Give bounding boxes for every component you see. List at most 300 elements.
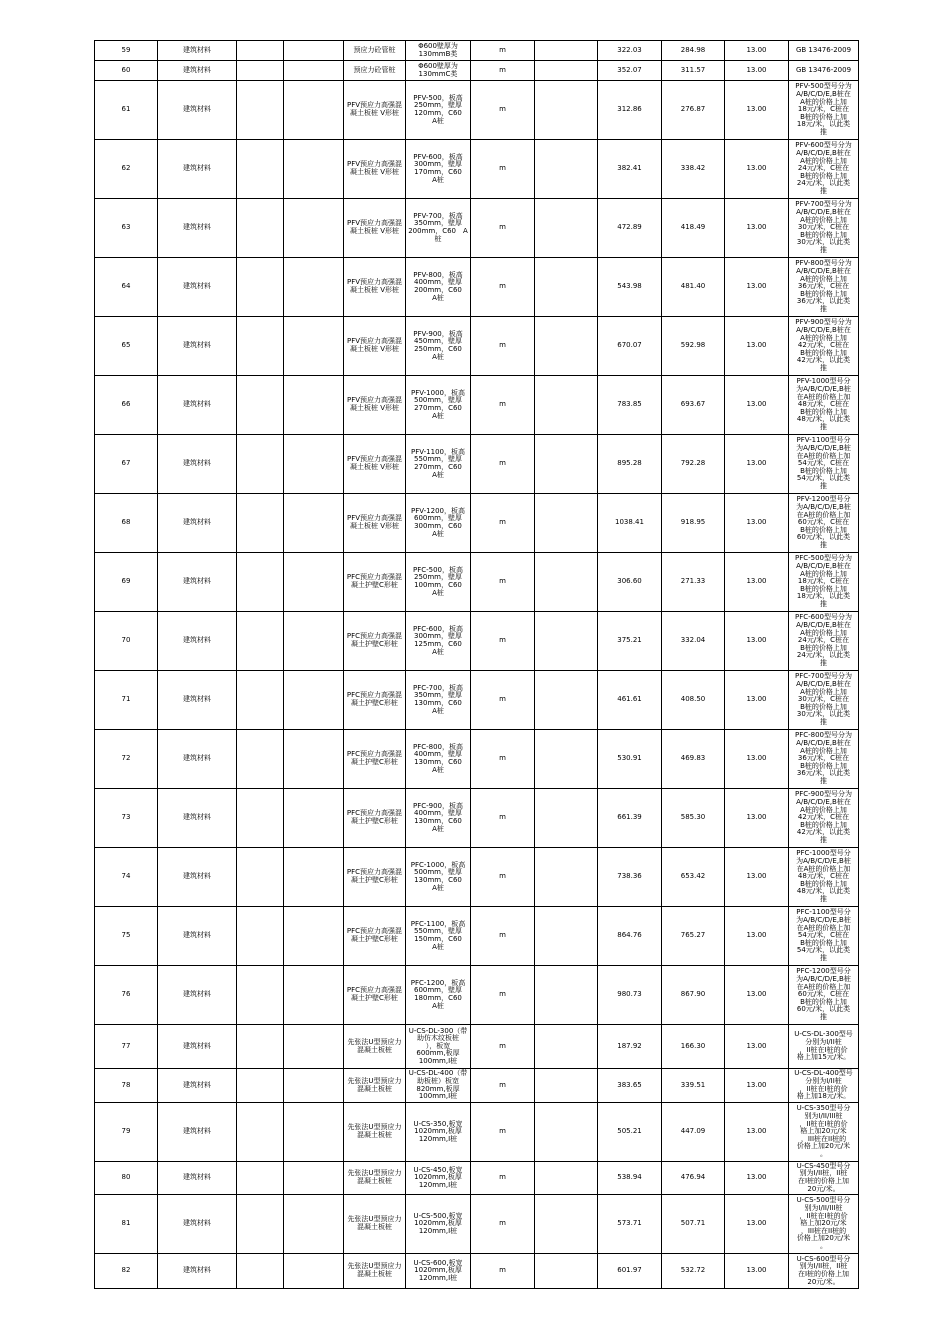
cell-specification: U-CS-350,板宽 1020mm,板厚 120mm,I桩 <box>406 1103 471 1162</box>
cell-tax-rate: 13.00 <box>725 1025 789 1069</box>
cell-empty <box>284 199 344 258</box>
cell-specification: PFV-900，板高 450mm，壁厚 250mm，C60 A桩 <box>406 317 471 376</box>
cell-empty <box>284 1162 344 1195</box>
table-row <box>95 671 859 730</box>
cell-price-without-tax: 918.95 <box>662 494 725 553</box>
cell-price-with-tax: 505.21 <box>598 1103 662 1162</box>
cell-category: 建筑材料 <box>158 435 237 494</box>
cell-material-name: PFC预应力高强混凝土护壁C形桩 <box>344 730 406 789</box>
table-row <box>95 612 859 671</box>
cell-empty <box>237 612 284 671</box>
cell-row-number: 60 <box>95 61 158 81</box>
cell-note: PFC-900型号分为 A/B/C/D/E,B桩在 A桩的价格上加 42元/米，C桩在 B桩的价格上加 42元/米，以此类 推 <box>789 789 859 848</box>
cell-price-without-tax: 476.94 <box>662 1162 725 1195</box>
cell-empty <box>237 199 284 258</box>
cell-empty <box>535 199 598 258</box>
cell-row-number: 77 <box>95 1025 158 1069</box>
cell-price-without-tax: 507.71 <box>662 1195 725 1254</box>
cell-tax-rate: 13.00 <box>725 1103 789 1162</box>
cell-price-with-tax: 306.60 <box>598 553 662 612</box>
cell-tax-rate: 13.00 <box>725 730 789 789</box>
cell-unit: m <box>471 907 535 966</box>
cell-material-name: PFV预应力高强混凝土板桩 V形桩 <box>344 140 406 199</box>
cell-tax-rate: 13.00 <box>725 317 789 376</box>
cell-empty <box>284 1069 344 1103</box>
cell-price-with-tax: 382.41 <box>598 140 662 199</box>
cell-row-number: 64 <box>95 258 158 317</box>
cell-empty <box>284 41 344 61</box>
cell-tax-rate: 13.00 <box>725 1162 789 1195</box>
cell-note: PFC-600型号分为 A/B/C/D/E,B桩在 A桩的价格上加 24元/米，C桩在 B桩的价格上加 24元/米，以此类 推 <box>789 612 859 671</box>
cell-specification: PFV-1000，板高 500mm，壁厚 270mm，C60 A桩 <box>406 376 471 435</box>
cell-empty <box>535 1103 598 1162</box>
cell-row-number: 72 <box>95 730 158 789</box>
cell-note: U-CS-DL-400型号 分别为I/II桩 ，II桩在I桩的价 格上加18元/米。 <box>789 1069 859 1103</box>
cell-category: 建筑材料 <box>158 1025 237 1069</box>
cell-price-with-tax: 383.65 <box>598 1069 662 1103</box>
cell-category: 建筑材料 <box>158 1162 237 1195</box>
cell-unit: m <box>471 41 535 61</box>
cell-empty <box>535 258 598 317</box>
cell-empty <box>284 494 344 553</box>
cell-empty <box>535 553 598 612</box>
table-row <box>95 1025 859 1069</box>
cell-empty <box>284 671 344 730</box>
cell-material-name: 先张法U型预应力混凝土板桩 <box>344 1025 406 1069</box>
cell-material-name: 预应力砼管桩 <box>344 41 406 61</box>
cell-tax-rate: 13.00 <box>725 789 789 848</box>
cell-empty <box>535 41 598 61</box>
cell-tax-rate: 13.00 <box>725 1254 789 1289</box>
cell-specification: PFV-1100，板高 550mm，壁厚 270mm，C60 A桩 <box>406 435 471 494</box>
cell-material-name: PFC预应力高强混凝土护壁C形桩 <box>344 671 406 730</box>
cell-material-name: 先张法U型预应力混凝土板桩 <box>344 1103 406 1162</box>
cell-material-name: 先张法U型预应力混凝土板桩 <box>344 1195 406 1254</box>
cell-empty <box>535 789 598 848</box>
cell-empty <box>535 671 598 730</box>
cell-tax-rate: 13.00 <box>725 966 789 1025</box>
cell-empty <box>237 907 284 966</box>
cell-specification: PFV-800，板高 400mm，壁厚 200mm，C60 A桩 <box>406 258 471 317</box>
cell-price-without-tax: 481.40 <box>662 258 725 317</box>
cell-unit: m <box>471 376 535 435</box>
cell-category: 建筑材料 <box>158 789 237 848</box>
cell-empty <box>284 81 344 140</box>
cell-category: 建筑材料 <box>158 1254 237 1289</box>
price-table <box>94 40 859 1289</box>
cell-empty <box>284 730 344 789</box>
cell-price-with-tax: 352.07 <box>598 61 662 81</box>
cell-price-without-tax: 284.98 <box>662 41 725 61</box>
cell-category: 建筑材料 <box>158 258 237 317</box>
cell-empty <box>535 1195 598 1254</box>
cell-price-without-tax: 693.67 <box>662 376 725 435</box>
cell-empty <box>284 1254 344 1289</box>
cell-note: PFV-1000型号分 为A/B/C/D/E,B桩 在A桩的价格上加 48元/米，C桩在 B桩的价格上加 48元/米，以此类 推 <box>789 376 859 435</box>
cell-price-without-tax: 339.51 <box>662 1069 725 1103</box>
cell-price-with-tax: 375.21 <box>598 612 662 671</box>
cell-unit: m <box>471 258 535 317</box>
cell-price-with-tax: 783.85 <box>598 376 662 435</box>
cell-price-without-tax: 867.90 <box>662 966 725 1025</box>
cell-category: 建筑材料 <box>158 199 237 258</box>
cell-unit: m <box>471 435 535 494</box>
cell-unit: m <box>471 848 535 907</box>
cell-material-name: PFV预应力高强混凝土板桩 V形桩 <box>344 81 406 140</box>
table-row <box>95 789 859 848</box>
cell-material-name: PFV预应力高强混凝土板桩 V形桩 <box>344 435 406 494</box>
cell-category: 建筑材料 <box>158 1195 237 1254</box>
cell-empty <box>284 376 344 435</box>
table-row <box>95 435 859 494</box>
cell-note: GB 13476-2009 <box>789 61 859 81</box>
cell-empty <box>284 1195 344 1254</box>
cell-price-without-tax: 585.30 <box>662 789 725 848</box>
cell-tax-rate: 13.00 <box>725 1069 789 1103</box>
cell-tax-rate: 13.00 <box>725 199 789 258</box>
cell-empty <box>237 966 284 1025</box>
cell-specification: PFV-700，板高 350mm，壁厚 200mm，C60 A桩 <box>406 199 471 258</box>
cell-empty <box>535 61 598 81</box>
cell-empty <box>535 1254 598 1289</box>
table-row <box>95 494 859 553</box>
cell-specification: PFC-1200，板高 600mm，壁厚 180mm，C60 A桩 <box>406 966 471 1025</box>
cell-tax-rate: 13.00 <box>725 61 789 81</box>
cell-empty <box>284 258 344 317</box>
cell-price-without-tax: 469.83 <box>662 730 725 789</box>
cell-specification: U-CS-DL-400（带 助板桩）板宽 820mm,板厚 100mm,I桩 <box>406 1069 471 1103</box>
cell-unit: m <box>471 1025 535 1069</box>
cell-empty <box>535 1162 598 1195</box>
cell-category: 建筑材料 <box>158 317 237 376</box>
cell-category: 建筑材料 <box>158 907 237 966</box>
table-row <box>95 376 859 435</box>
cell-empty <box>237 848 284 907</box>
cell-material-name: PFC预应力高强混凝土护壁C形桩 <box>344 907 406 966</box>
cell-empty <box>535 317 598 376</box>
cell-empty <box>535 612 598 671</box>
table-row <box>95 1195 859 1254</box>
cell-empty <box>284 789 344 848</box>
cell-note: GB 13476-2009 <box>789 41 859 61</box>
cell-empty <box>535 81 598 140</box>
cell-unit: m <box>471 1162 535 1195</box>
cell-price-with-tax: 530.91 <box>598 730 662 789</box>
cell-row-number: 68 <box>95 494 158 553</box>
cell-empty <box>237 258 284 317</box>
cell-tax-rate: 13.00 <box>725 376 789 435</box>
table-row <box>95 907 859 966</box>
cell-note: PFV-500型号分为 A/B/C/D/E,B桩在 A桩的价格上加 18元/米，C桩在 B桩的价格上加 18元/米，以此类 推 <box>789 81 859 140</box>
cell-price-with-tax: 573.71 <box>598 1195 662 1254</box>
cell-price-without-tax: 311.57 <box>662 61 725 81</box>
cell-price-without-tax: 592.98 <box>662 317 725 376</box>
cell-empty <box>237 730 284 789</box>
cell-empty <box>284 1025 344 1069</box>
cell-price-with-tax: 738.36 <box>598 848 662 907</box>
cell-note: U-CS-450型号分 别为I/II桩，II桩 在I桩的价格上加 20元/米。 <box>789 1162 859 1195</box>
cell-tax-rate: 13.00 <box>725 612 789 671</box>
table-row <box>95 317 859 376</box>
cell-empty <box>535 848 598 907</box>
cell-empty <box>237 1025 284 1069</box>
cell-material-name: 先张法U型预应力混凝土板桩 <box>344 1069 406 1103</box>
cell-material-name: PFC预应力高强混凝土护壁C形桩 <box>344 848 406 907</box>
cell-unit: m <box>471 730 535 789</box>
cell-tax-rate: 13.00 <box>725 1195 789 1254</box>
cell-row-number: 79 <box>95 1103 158 1162</box>
table-row <box>95 1254 859 1289</box>
cell-unit: m <box>471 1103 535 1162</box>
cell-empty <box>284 435 344 494</box>
cell-empty <box>284 61 344 81</box>
cell-empty <box>284 848 344 907</box>
cell-row-number: 75 <box>95 907 158 966</box>
cell-price-with-tax: 670.07 <box>598 317 662 376</box>
cell-price-without-tax: 271.33 <box>662 553 725 612</box>
cell-empty <box>237 789 284 848</box>
cell-note: PFV-900型号分为 A/B/C/D/E,B桩在 A桩的价格上加 42元/米，C桩在 B桩的价格上加 42元/米，以此类 推 <box>789 317 859 376</box>
cell-unit: m <box>471 317 535 376</box>
table-row <box>95 553 859 612</box>
cell-empty <box>284 907 344 966</box>
cell-row-number: 76 <box>95 966 158 1025</box>
cell-specification: PFV-600，板高 300mm，壁厚 170mm，C60 A桩 <box>406 140 471 199</box>
cell-note: U-CS-350型号分 别为I/II/III桩 ，II桩在I桩的价 格上加20元/米 ，III桩在II桩的 价格上加20元/米 。 <box>789 1103 859 1162</box>
cell-unit: m <box>471 1069 535 1103</box>
cell-unit: m <box>471 1195 535 1254</box>
cell-price-with-tax: 543.98 <box>598 258 662 317</box>
cell-empty <box>237 494 284 553</box>
cell-specification: PFC-800，板高 400mm，壁厚 130mm，C60 A桩 <box>406 730 471 789</box>
cell-price-with-tax: 187.92 <box>598 1025 662 1069</box>
cell-empty <box>284 140 344 199</box>
table-row <box>95 1103 859 1162</box>
cell-price-with-tax: 472.89 <box>598 199 662 258</box>
cell-row-number: 82 <box>95 1254 158 1289</box>
cell-tax-rate: 13.00 <box>725 435 789 494</box>
table-row <box>95 61 859 81</box>
cell-note: PFC-1200型号分 为A/B/C/D/E,B桩 在A桩的价格上加 60元/米，C桩在 B桩的价格上加 60元/米，以此类 推 <box>789 966 859 1025</box>
cell-unit: m <box>471 671 535 730</box>
cell-price-without-tax: 276.87 <box>662 81 725 140</box>
cell-category: 建筑材料 <box>158 81 237 140</box>
cell-material-name: 先张法U型预应力混凝土板桩 <box>344 1162 406 1195</box>
cell-specification: PFC-1000，板高 500mm，壁厚 130mm，C60 A桩 <box>406 848 471 907</box>
cell-empty <box>237 1162 284 1195</box>
cell-empty <box>535 1069 598 1103</box>
table-row <box>95 41 859 61</box>
cell-category: 建筑材料 <box>158 1069 237 1103</box>
cell-empty <box>237 1195 284 1254</box>
cell-unit: m <box>471 81 535 140</box>
cell-price-without-tax: 332.04 <box>662 612 725 671</box>
cell-category: 建筑材料 <box>158 376 237 435</box>
cell-note: U-CS-600型号分 别为I/II桩，II桩 在I桩的价格上加 20元/米。 <box>789 1254 859 1289</box>
cell-unit: m <box>471 612 535 671</box>
cell-empty <box>237 41 284 61</box>
cell-category: 建筑材料 <box>158 140 237 199</box>
cell-material-name: PFV预应力高强混凝土板桩 V形桩 <box>344 494 406 553</box>
cell-empty <box>284 553 344 612</box>
cell-row-number: 71 <box>95 671 158 730</box>
cell-material-name: PFC预应力高强混凝土护壁C形桩 <box>344 612 406 671</box>
cell-material-name: PFV预应力高强混凝土板桩 V形桩 <box>344 258 406 317</box>
cell-specification: PFC-500，板高 250mm，壁厚 100mm，C60 A桩 <box>406 553 471 612</box>
cell-row-number: 70 <box>95 612 158 671</box>
cell-row-number: 61 <box>95 81 158 140</box>
cell-empty <box>237 553 284 612</box>
cell-note: PFC-1000型号分 为A/B/C/D/E,B桩 在A桩的价格上加 48元/米，C桩在 B桩的价格上加 48元/米，以此类 推 <box>789 848 859 907</box>
cell-empty <box>237 81 284 140</box>
cell-price-without-tax: 338.42 <box>662 140 725 199</box>
cell-empty <box>237 61 284 81</box>
cell-note: PFC-700型号分为 A/B/C/D/E,B桩在 A桩的价格上加 30元/米，C桩在 B桩的价格上加 30元/米，以此类 推 <box>789 671 859 730</box>
cell-empty <box>284 966 344 1025</box>
cell-price-with-tax: 661.39 <box>598 789 662 848</box>
cell-tax-rate: 13.00 <box>725 671 789 730</box>
cell-price-with-tax: 895.28 <box>598 435 662 494</box>
cell-note: PFC-800型号分为 A/B/C/D/E,B桩在 A桩的价格上加 36元/米，C桩在 B桩的价格上加 36元/米，以此类 推 <box>789 730 859 789</box>
cell-empty <box>284 317 344 376</box>
cell-empty <box>535 140 598 199</box>
cell-note: PFV-600型号分为 A/B/C/D/E,B桩在 A桩的价格上加 24元/米，C桩在 B桩的价格上加 24元/米，以此类 推 <box>789 140 859 199</box>
cell-specification: PFC-700，板高 350mm，壁厚 130mm，C60 A桩 <box>406 671 471 730</box>
cell-unit: m <box>471 61 535 81</box>
cell-unit: m <box>471 553 535 612</box>
cell-category: 建筑材料 <box>158 553 237 612</box>
cell-tax-rate: 13.00 <box>725 140 789 199</box>
cell-empty <box>237 317 284 376</box>
cell-row-number: 66 <box>95 376 158 435</box>
cell-price-without-tax: 653.42 <box>662 848 725 907</box>
cell-empty <box>237 435 284 494</box>
cell-specification: U-CS-600,板宽 1020mm,板厚 120mm,I桩 <box>406 1254 471 1289</box>
cell-price-without-tax: 765.27 <box>662 907 725 966</box>
cell-price-with-tax: 461.61 <box>598 671 662 730</box>
cell-tax-rate: 13.00 <box>725 81 789 140</box>
cell-row-number: 74 <box>95 848 158 907</box>
cell-note: U-CS-DL-300型号 分别为I/II桩 ，II桩在I桩的价 格上加15元/米。 <box>789 1025 859 1069</box>
cell-category: 建筑材料 <box>158 848 237 907</box>
table-row <box>95 1069 859 1103</box>
cell-row-number: 63 <box>95 199 158 258</box>
table-row <box>95 1162 859 1195</box>
cell-note: PFV-1200型号分 为A/B/C/D/E,B桩 在A桩的价格上加 60元/米，C桩在 B桩的价格上加 60元/米，以此类 推 <box>789 494 859 553</box>
cell-note: U-CS-500型号分 别为I/II/III桩 ，II桩在I桩的价 格上加20元/米 ，III桩在II桩的 价格上加20元/米 。 <box>789 1195 859 1254</box>
cell-row-number: 81 <box>95 1195 158 1254</box>
cell-empty <box>237 1254 284 1289</box>
cell-empty <box>237 1069 284 1103</box>
cell-empty <box>535 435 598 494</box>
table-row <box>95 140 859 199</box>
cell-tax-rate: 13.00 <box>725 41 789 61</box>
cell-row-number: 69 <box>95 553 158 612</box>
cell-empty <box>237 140 284 199</box>
cell-row-number: 73 <box>95 789 158 848</box>
cell-price-without-tax: 166.30 <box>662 1025 725 1069</box>
cell-material-name: PFC预应力高强混凝土护壁C形桩 <box>344 789 406 848</box>
cell-empty <box>237 1103 284 1162</box>
cell-price-without-tax: 418.49 <box>662 199 725 258</box>
cell-category: 建筑材料 <box>158 41 237 61</box>
cell-category: 建筑材料 <box>158 61 237 81</box>
cell-specification: U-CS-500,板宽 1020mm,板厚 120mm,I桩 <box>406 1195 471 1254</box>
cell-row-number: 78 <box>95 1069 158 1103</box>
cell-row-number: 65 <box>95 317 158 376</box>
cell-tax-rate: 13.00 <box>725 553 789 612</box>
cell-category: 建筑材料 <box>158 1103 237 1162</box>
cell-category: 建筑材料 <box>158 671 237 730</box>
cell-unit: m <box>471 1254 535 1289</box>
table-row <box>95 81 859 140</box>
cell-tax-rate: 13.00 <box>725 494 789 553</box>
cell-empty <box>535 966 598 1025</box>
cell-category: 建筑材料 <box>158 494 237 553</box>
cell-unit: m <box>471 494 535 553</box>
cell-row-number: 67 <box>95 435 158 494</box>
table-body <box>95 41 859 1289</box>
cell-row-number: 59 <box>95 41 158 61</box>
cell-material-name: 预应力砼管桩 <box>344 61 406 81</box>
cell-specification: Φ600壁厚为 130mmC类 <box>406 61 471 81</box>
cell-note: PFV-700型号分为 A/B/C/D/E,B桩在 A桩的价格上加 30元/米，C桩在 B桩的价格上加 30元/米，以此类 推 <box>789 199 859 258</box>
cell-material-name: PFC预应力高强混凝土护壁C形桩 <box>344 553 406 612</box>
cell-specification: PFV-500，板高 250mm，壁厚 120mm，C60 A桩 <box>406 81 471 140</box>
cell-note: PFV-800型号分为 A/B/C/D/E,B桩在 A桩的价格上加 36元/米，C桩在 B桩的价格上加 36元/米，以此类 推 <box>789 258 859 317</box>
cell-unit: m <box>471 966 535 1025</box>
cell-price-with-tax: 312.86 <box>598 81 662 140</box>
cell-empty <box>535 494 598 553</box>
table-row <box>95 966 859 1025</box>
table-row <box>95 730 859 789</box>
cell-material-name: PFV预应力高强混凝土板桩 V形桩 <box>344 376 406 435</box>
cell-category: 建筑材料 <box>158 612 237 671</box>
cell-specification: PFC-1100，板高 550mm，壁厚 150mm，C60 A桩 <box>406 907 471 966</box>
cell-price-with-tax: 1038.41 <box>598 494 662 553</box>
cell-empty <box>284 1103 344 1162</box>
cell-price-with-tax: 980.73 <box>598 966 662 1025</box>
cell-note: PFC-500型号分为 A/B/C/D/E,B桩在 A桩的价格上加 18元/米，C桩在 B桩的价格上加 18元/米，以此类 推 <box>789 553 859 612</box>
cell-empty <box>535 907 598 966</box>
cell-row-number: 62 <box>95 140 158 199</box>
cell-specification: PFC-600，板高 300mm，壁厚 125mm，C60 A桩 <box>406 612 471 671</box>
cell-unit: m <box>471 140 535 199</box>
cell-empty <box>535 376 598 435</box>
cell-empty <box>237 671 284 730</box>
cell-note: PFV-1100型号分 为A/B/C/D/E,B桩 在A桩的价格上加 54元/米，C桩在 B桩的价格上加 54元/米，以此类 推 <box>789 435 859 494</box>
cell-tax-rate: 13.00 <box>725 907 789 966</box>
cell-price-without-tax: 447.09 <box>662 1103 725 1162</box>
table-row <box>95 258 859 317</box>
cell-specification: U-CS-450,板宽 1020mm,板厚 120mm,I桩 <box>406 1162 471 1195</box>
cell-specification: U-CS-DL-300（带 助仿木纹板桩 ），板宽 600mm,板厚 100mm,I桩 <box>406 1025 471 1069</box>
cell-empty <box>535 1025 598 1069</box>
cell-row-number: 80 <box>95 1162 158 1195</box>
cell-price-without-tax: 792.28 <box>662 435 725 494</box>
cell-unit: m <box>471 789 535 848</box>
cell-tax-rate: 13.00 <box>725 848 789 907</box>
cell-price-without-tax: 532.72 <box>662 1254 725 1289</box>
cell-specification: PFV-1200，板高 600mm，壁厚 300mm，C60 A桩 <box>406 494 471 553</box>
cell-empty <box>237 376 284 435</box>
cell-price-with-tax: 864.76 <box>598 907 662 966</box>
cell-tax-rate: 13.00 <box>725 258 789 317</box>
cell-material-name: 先张法U型预应力混凝土板桩 <box>344 1254 406 1289</box>
cell-price-without-tax: 408.50 <box>662 671 725 730</box>
cell-price-with-tax: 322.03 <box>598 41 662 61</box>
cell-note: PFC-1100型号分 为A/B/C/D/E,B桩 在A桩的价格上加 54元/米，C桩在 B桩的价格上加 54元/米，以此类 推 <box>789 907 859 966</box>
